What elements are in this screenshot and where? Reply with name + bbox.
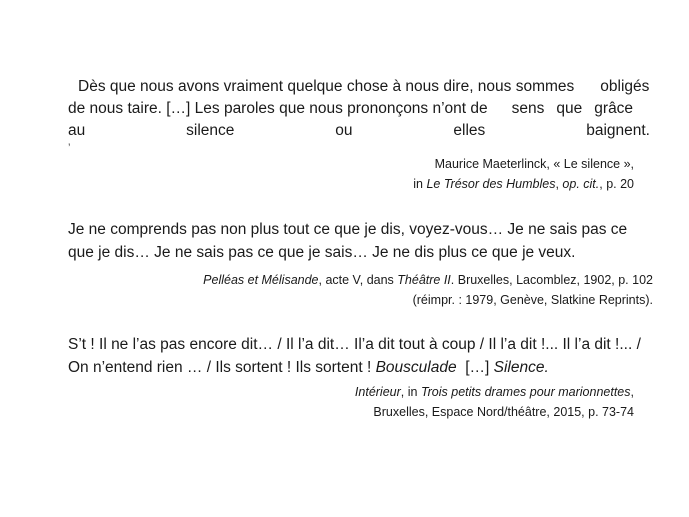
stage-direction: Silence.: [493, 359, 549, 376]
quote1-attribution-line1: Maurice Maeterlinck, « Le silence »,: [434, 157, 634, 171]
quote3-text: S’t ! Il ne l’as pas encore dit… / Il l’a dit… Il’a dit tout à coup / Il l’a dit !... Il l’a dit !... / On n’entend rien … / Ils sortent ! Ils sortent !: [68, 336, 641, 376]
op-cit: op. cit.: [562, 177, 600, 191]
play-title: Intérieur: [354, 385, 401, 399]
quote1-line1-text: Dès que nous avons vraiment quelque chose à nous dire, nous sommes: [78, 78, 575, 95]
quote1-line3: [68, 120, 650, 142]
attribution-text: , p. 20: [599, 177, 634, 191]
stage-direction: Bousculade: [375, 359, 457, 376]
book-title: Théâtre II: [397, 273, 451, 287]
quote1-line2-text: de nous taire. […] Les paroles que nous prononçons n’ont de: [68, 100, 488, 117]
interieur-quote: [68, 333, 658, 379]
attribution-text: . Bruxelles, Lacomblez, 1902, p. 102: [450, 273, 653, 287]
quote1-line3-word: baignent.: [586, 122, 650, 139]
quote1-line3-word: elles: [453, 122, 486, 139]
quote1-line1-end: obligés: [600, 78, 650, 95]
quote1-line2-word-que: que: [556, 100, 583, 117]
quote3-attribution: [355, 382, 634, 422]
attribution-text: in: [413, 177, 427, 191]
attribution-text: , acte V, dans: [318, 273, 398, 287]
attribution-text: , in: [400, 385, 421, 399]
quote1-attribution: [413, 154, 634, 194]
book-title: Trois petits drames pour marionnettes: [420, 385, 631, 399]
quote1-line3-word: au: [68, 122, 86, 139]
quote3-text: […]: [456, 359, 494, 376]
attribution-text: ,: [555, 177, 563, 191]
play-title: Pelléas et Mélisande: [203, 273, 319, 287]
quote1-line3-word: silence: [186, 122, 235, 139]
book-title: Le Trésor des Humbles: [426, 177, 556, 191]
quote2-attribution-line1: [203, 270, 653, 290]
quote1-line2-word-grace: grâce: [594, 100, 634, 117]
quote1-line3-word: ou: [335, 122, 353, 139]
quote3-attribution-line1: [355, 382, 634, 402]
quote1-line2: [68, 98, 650, 120]
pelleas-quote: Je ne comprends pas non plus tout ce que je dis, voyez-vous… Je ne sais pas ce que je dis… Je ne sais pas ce que je sais… Je ne dis plus ce que je veux.: [68, 221, 628, 261]
quote1-line2-word-sens: sens: [511, 100, 545, 117]
quote1-line1: [68, 76, 650, 98]
stray-mark: ’: [68, 142, 71, 154]
attribution-text: ,: [630, 385, 634, 399]
quote3-attribution-line2: Bruxelles, Espace Nord/théâtre, 2015, p. 73-74: [373, 405, 634, 419]
quote2-attribution-line2: (réimpr. : 1979, Genève, Slatkine Reprints).: [412, 293, 653, 307]
maeterlinck-silence-quote: [68, 76, 650, 142]
quote2-attribution: [203, 270, 653, 310]
quote1-attribution-line2: [413, 174, 634, 194]
